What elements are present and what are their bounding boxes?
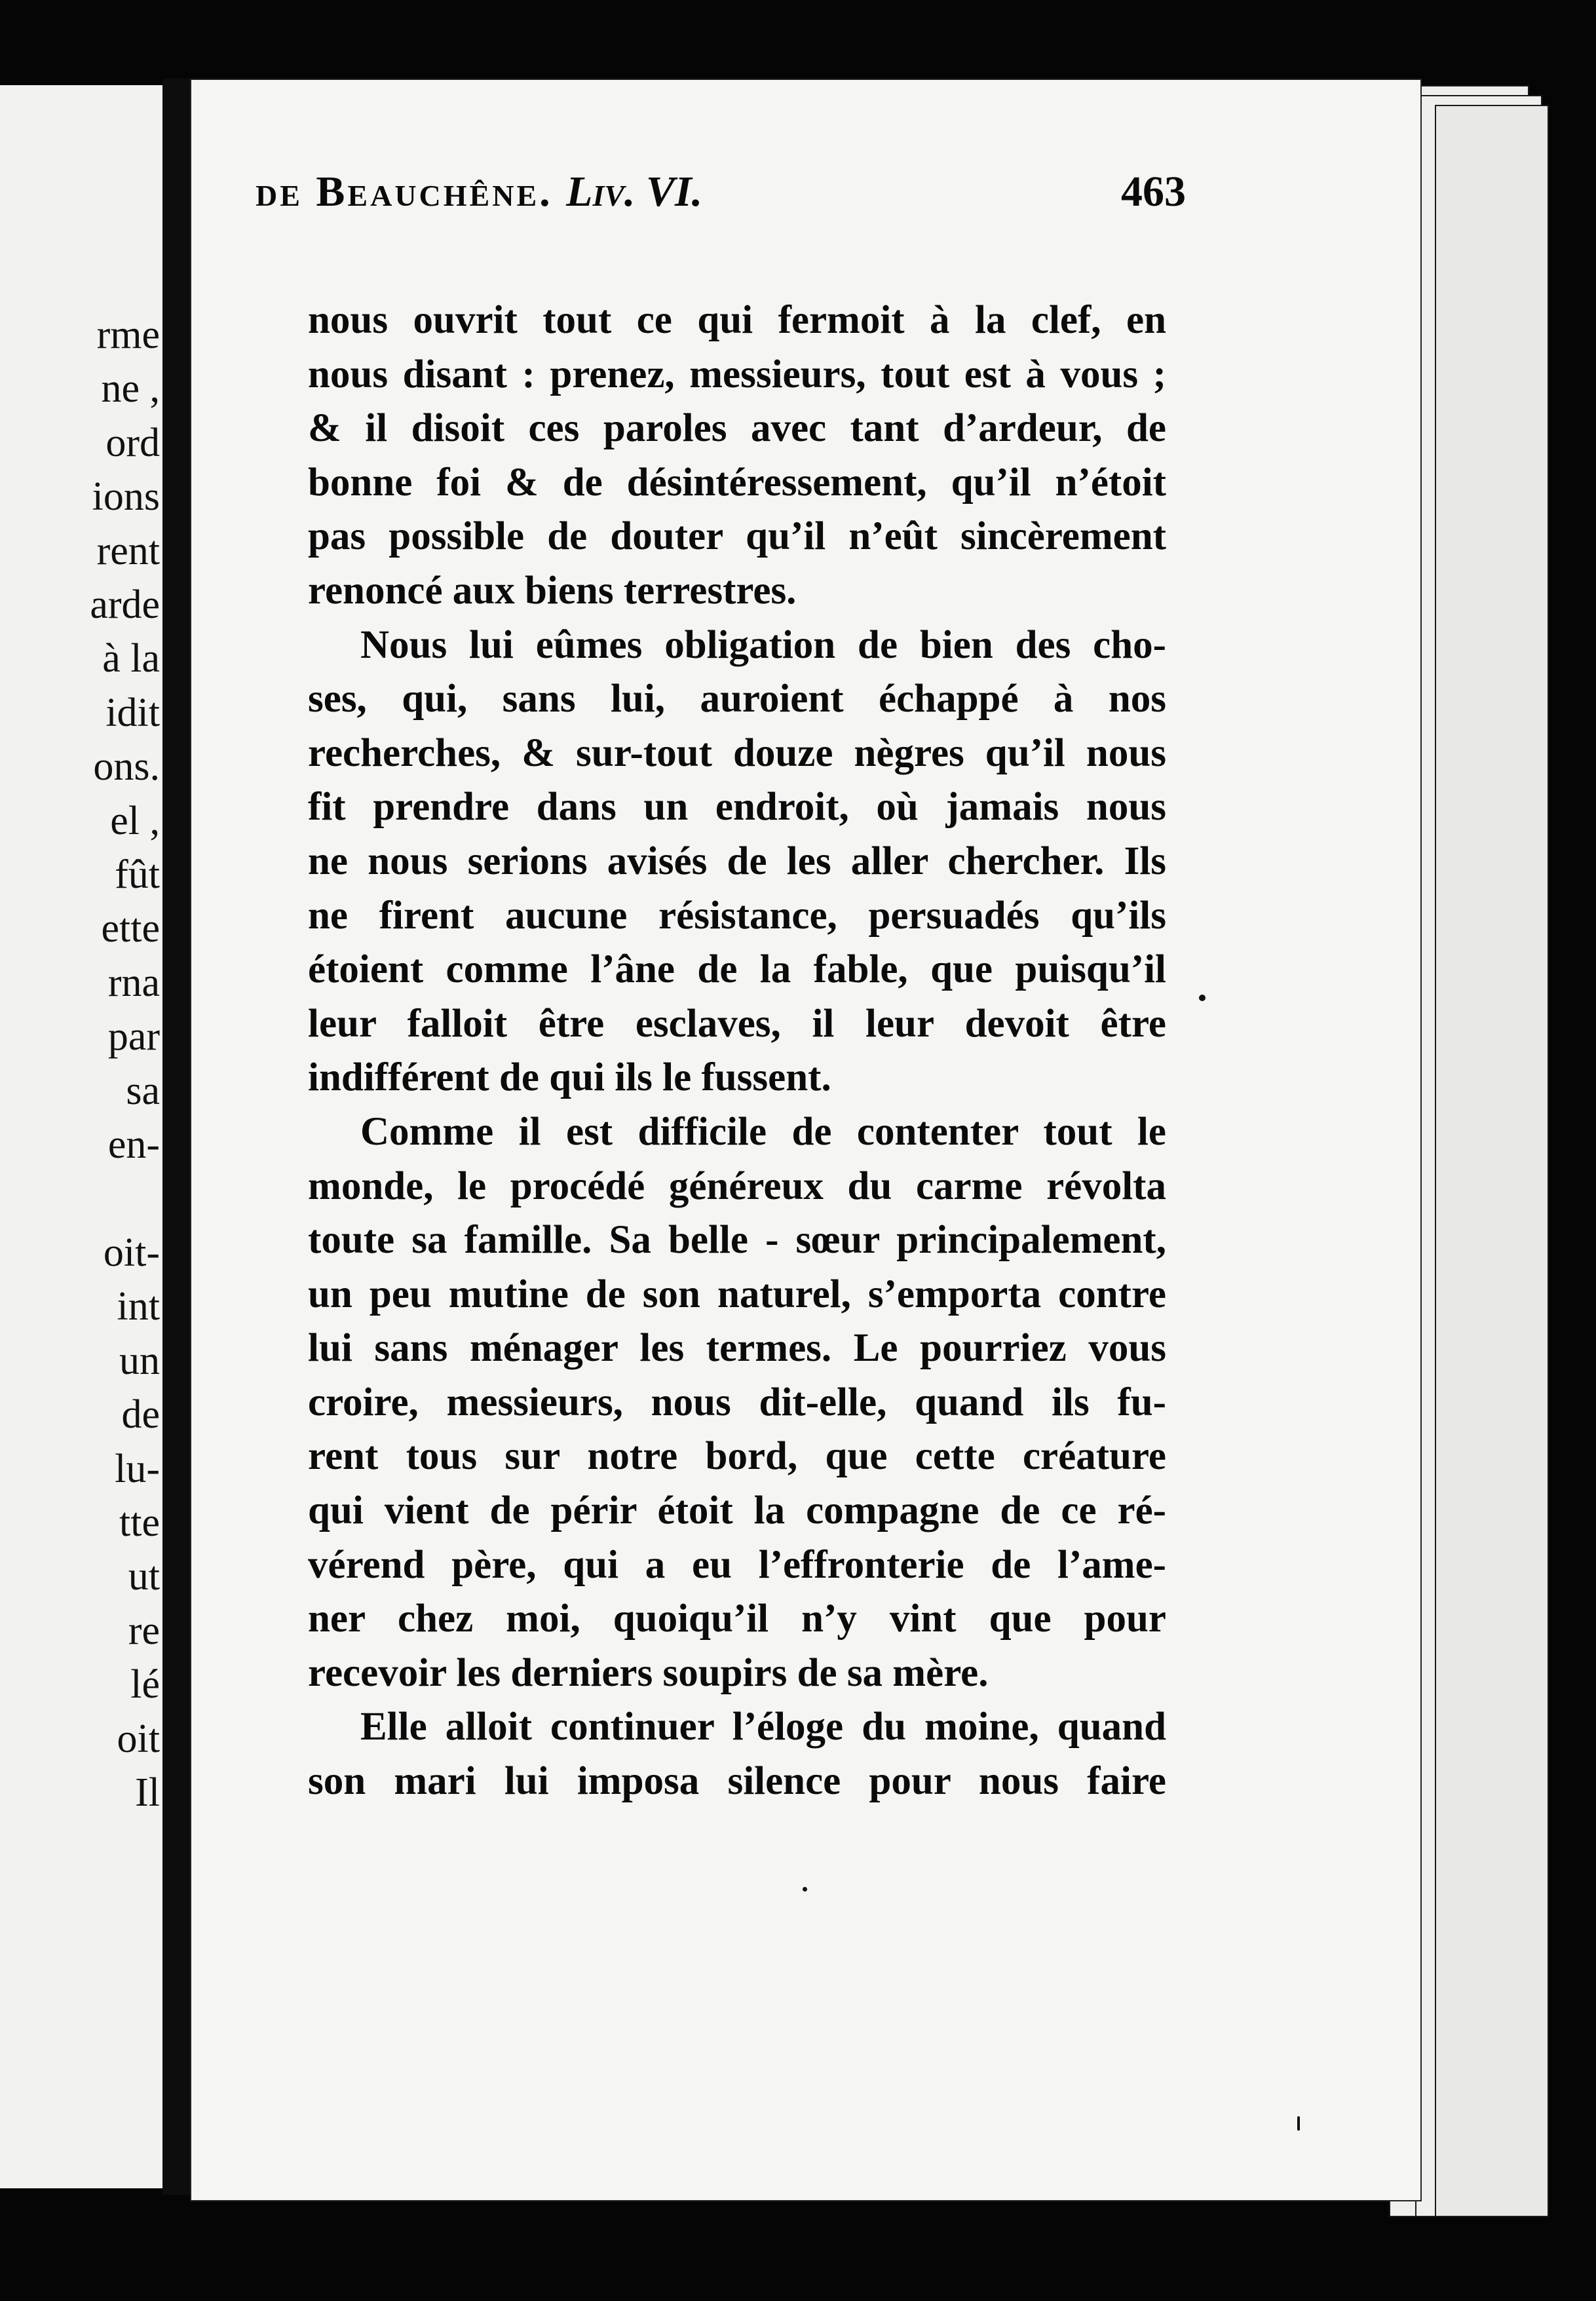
text-line: nous ouvrit tout ce qui fermoit à la clef, en: [308, 298, 1166, 342]
text-line: ne firent aucune résistance, persuadés qu’ils: [308, 893, 1166, 938]
text-line: croire, messieurs, nous dit-elle, quand ils fu-: [308, 1380, 1166, 1424]
text-line: fit prendre dans un endroit, où jamais nous: [308, 785, 1166, 829]
text-line: étoient comme l’âne de la fable, que puisqu’il: [308, 947, 1166, 992]
page-body-text: [308, 294, 1166, 1809]
facing-page-line: Il: [135, 1770, 160, 1815]
text-line: Nous lui eûmes obligation de bien des cho-: [360, 622, 1166, 667]
facing-page-line: oit-: [103, 1230, 160, 1275]
facing-page-line: el ,: [110, 798, 160, 843]
text-line: un peu mutine de son naturel, s’emporta contre: [308, 1272, 1166, 1316]
facing-page-line: de: [121, 1392, 160, 1437]
facing-page-line: rent: [96, 528, 160, 573]
facing-page-line: à la: [102, 636, 160, 681]
ink-speck: [803, 1887, 807, 1892]
facing-page-line: rme: [96, 313, 160, 357]
text-line: indifférent de qui ils le fussent.: [308, 1055, 831, 1100]
facing-page-line: rna: [107, 960, 160, 1005]
facing-page-left: [0, 85, 162, 2188]
page-number: 463: [1121, 168, 1186, 216]
facing-page-line: ord: [105, 420, 160, 465]
text-line: lui sans ménager les termes. Le pourriez vous: [308, 1326, 1166, 1371]
facing-page-line: ions: [92, 474, 160, 520]
text-line: leur falloit être esclaves, il leur devoit être: [308, 1001, 1166, 1046]
facing-page-line: re: [128, 1608, 160, 1653]
text-line: qui vient de périr étoit la compagne de ce ré-: [308, 1489, 1166, 1533]
text-line: & il disoit ces paroles avec tant d’ardeur, de: [308, 406, 1166, 451]
text-line: pas possible de douter qu’il n’eût sincèrement: [308, 514, 1166, 559]
running-title: [256, 167, 702, 217]
text-line: toute sa famille. Sa belle - sœur principalement,: [308, 1218, 1166, 1263]
facing-page-line: [90, 1172, 160, 1226]
text-line: Comme il est difficile de contenter tout le: [360, 1109, 1166, 1154]
facing-page-line: int: [117, 1284, 160, 1329]
running-title-main: de Beauchêne.: [256, 168, 553, 216]
facing-page-line: ne ,: [101, 366, 160, 411]
text-line: monde, le procédé généreux du carme révolta: [308, 1164, 1166, 1208]
facing-page-line: tte: [119, 1500, 160, 1545]
text-line: vérend père, qui a eu l’effronterie de l’ame-: [308, 1542, 1166, 1587]
text-line: Elle alloit continuer l’éloge du moine, quand: [360, 1705, 1166, 1749]
facing-page-line: ons.: [93, 744, 160, 789]
facing-page-line: par: [107, 1014, 160, 1059]
facing-page-line: ette: [101, 906, 160, 951]
text-line: bonne foi & de désintéressement, qu’il n’étoit: [308, 460, 1166, 504]
text-line: nous disant : prenez, messieurs, tout est à vous ;: [308, 352, 1166, 396]
facing-page-line: un: [119, 1338, 160, 1383]
facing-page-line: sa: [126, 1068, 160, 1113]
text-line: ne nous serions avisés de les aller chercher. Ils: [308, 839, 1166, 883]
running-title-book: Liv. VI.: [566, 168, 703, 216]
book-gutter: [162, 79, 194, 2195]
page-header: [256, 167, 1186, 239]
text-line: recherches, & sur-tout douze nègres qu’il nous: [308, 731, 1166, 775]
page-edge: [1435, 105, 1549, 2217]
text-line: ses, qui, sans lui, auroient échappé à nos: [308, 677, 1166, 721]
text-line: rent tous sur notre bord, que cette créature: [308, 1434, 1166, 1479]
text-line: renoncé aux biens terrestres.: [308, 568, 797, 613]
facing-page-line: lé: [130, 1662, 160, 1707]
facing-page-text: [90, 308, 160, 1819]
facing-page-line: arde: [90, 582, 160, 628]
text-line: ner chez moi, quoiqu’il n’y vint que pour: [308, 1597, 1166, 1641]
ink-speck: [1297, 2116, 1300, 2131]
facing-page-line: fût: [115, 852, 160, 898]
facing-page-line: idit: [105, 690, 160, 735]
text-line: recevoir les derniers soupirs de sa mère.: [308, 1650, 989, 1695]
facing-page-line: en-: [107, 1122, 160, 1168]
ink-speck: [1199, 995, 1206, 1001]
facing-page-line: ut: [128, 1554, 160, 1599]
text-line: son mari lui imposa silence pour nous faire: [308, 1759, 1166, 1804]
facing-page-line: oit: [117, 1716, 160, 1761]
facing-page-line: lu-: [115, 1446, 160, 1491]
